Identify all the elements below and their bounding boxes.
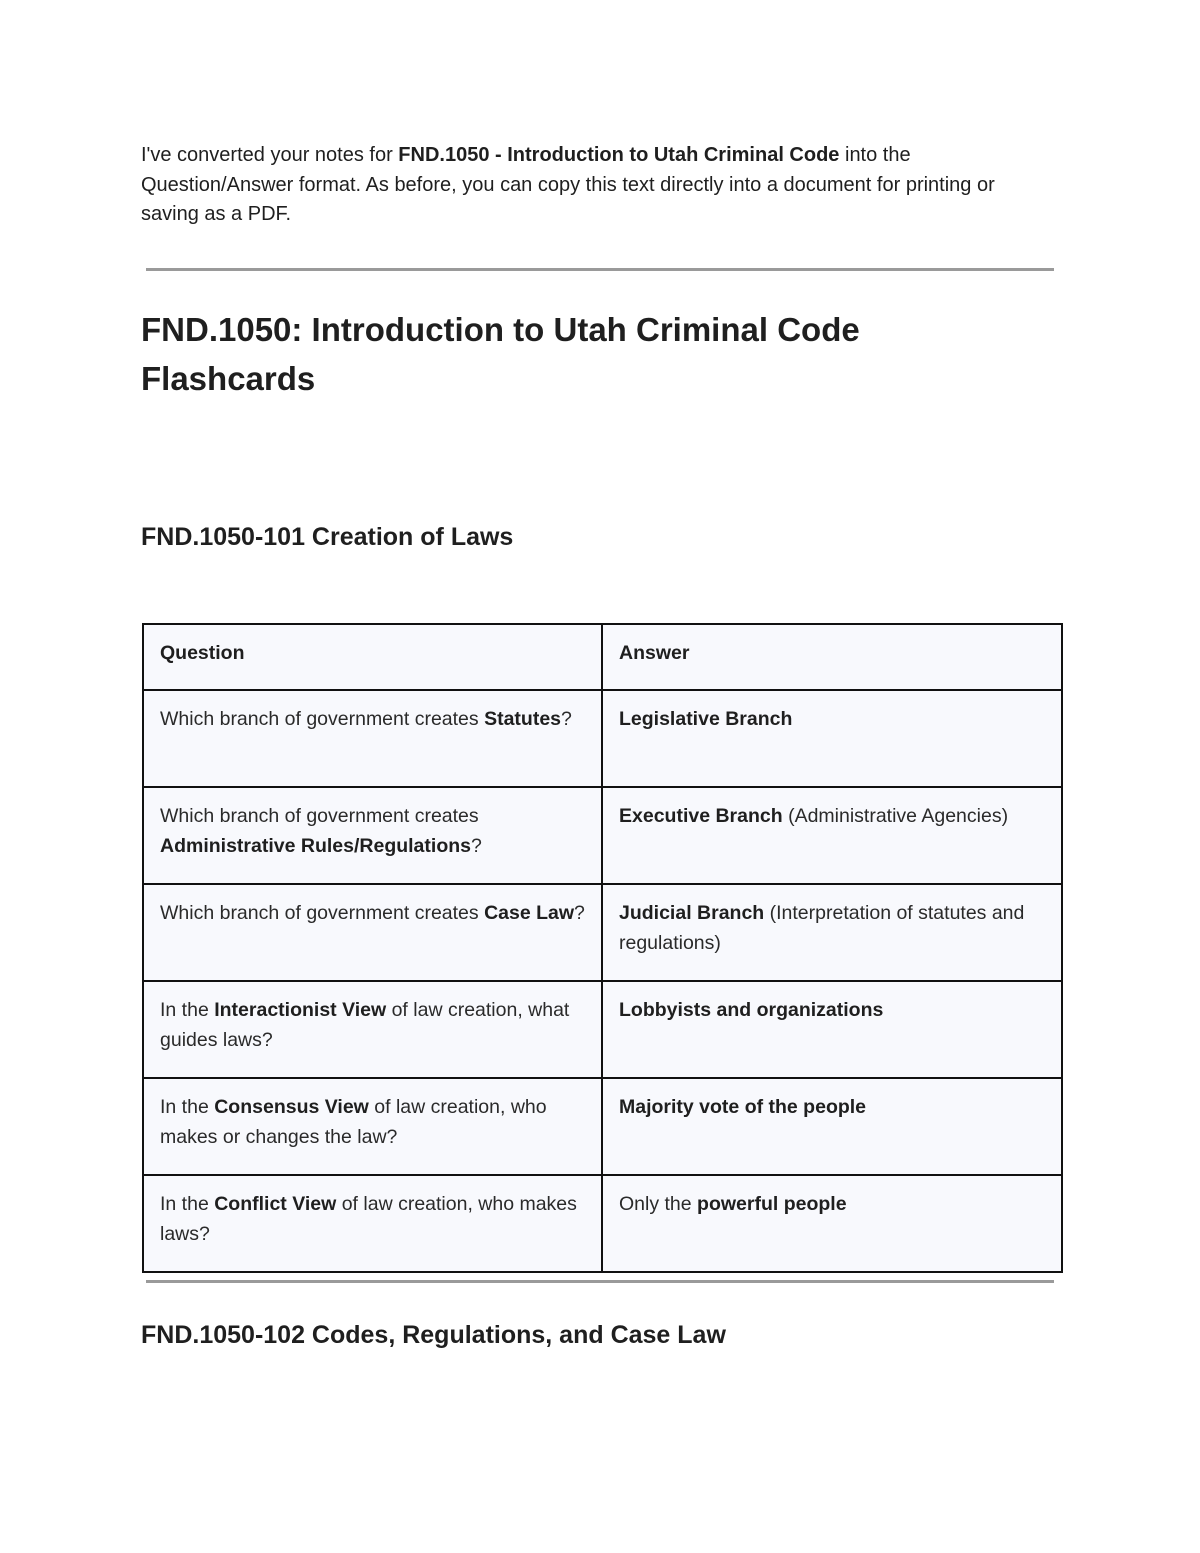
question-text: Which branch of government creates [160,708,485,730]
question-cell [143,690,602,787]
page-title-line-1: FND.1050: Introduction to Utah Criminal Code [141,311,860,348]
question-text: Which branch of government creates [160,902,485,924]
answer-term: Executive Branch [619,805,783,827]
question-term: Statutes [484,708,562,730]
question-term: Conflict View [214,1193,337,1215]
table-header-row [143,624,1062,690]
intro-course-name: FND.1050 - Introduction to Utah Criminal Code [398,144,840,166]
answer-cell [602,884,1062,981]
page-title [141,305,1101,403]
question-cell [143,1078,602,1175]
question-text: Which branch of government creates [160,805,479,827]
question-cell [143,787,602,884]
question-term: Interactionist View [214,999,387,1021]
question-text: In the [160,999,215,1021]
flashcard-table [142,623,1063,1273]
table-row [143,1078,1062,1175]
question-cell [143,981,602,1078]
question-text: ? [574,902,585,924]
answer-term: Legislative Branch [619,708,793,730]
answer-term: powerful people [697,1193,847,1215]
intro-paragraph [141,141,1041,230]
answer-term: Lobbyists and organizations [619,999,884,1021]
question-cell [143,884,602,981]
question-text: In the [160,1096,215,1118]
column-header-question: Question [143,624,602,690]
question-term: Administrative Rules/Regulations [160,834,471,857]
question-text: of law creation, who makes or changes the law? [160,1096,547,1148]
answer-cell [602,1175,1062,1272]
question-text: ? [561,708,572,730]
answer-text: Only the [619,1193,698,1215]
answer-cell [602,690,1062,787]
table-row [143,690,1062,787]
horizontal-divider [146,268,1054,271]
question-cell [143,1175,602,1272]
intro-text-end: into the Question/Answer format. As before, you can copy this text directly into a document for printing or saving as a PDF. [141,144,995,225]
answer-cell [602,787,1062,884]
page-title-line-2: Flashcards [141,360,316,397]
answer-cell [602,981,1062,1078]
answer-term: Judicial Branch [619,902,765,924]
question-text: ? [470,834,482,857]
section-heading-101: FND.1050-101 Creation of Laws [141,523,514,551]
table-row [143,884,1062,981]
question-text: In the [160,1193,215,1215]
table-row [143,1175,1062,1272]
answer-term: Majority vote of the people [619,1096,867,1118]
horizontal-divider [146,1280,1054,1283]
question-text: of law creation, what guides laws? [160,999,570,1051]
table-row [143,981,1062,1078]
question-term: Consensus View [214,1096,369,1118]
answer-text: (Administrative Agencies) [782,805,1009,827]
column-header-answer: Answer [602,624,1062,690]
answer-text: (Interpretation of statutes and regulations) [619,902,1025,954]
section-heading-102: FND.1050-102 Codes, Regulations, and Case Law [141,1321,726,1349]
intro-text-start: I've converted your notes for [141,144,399,166]
question-term: Case Law [484,902,575,924]
question-text: of law creation, who makes laws? [160,1193,577,1245]
answer-cell [602,1078,1062,1175]
table-row [143,787,1062,884]
